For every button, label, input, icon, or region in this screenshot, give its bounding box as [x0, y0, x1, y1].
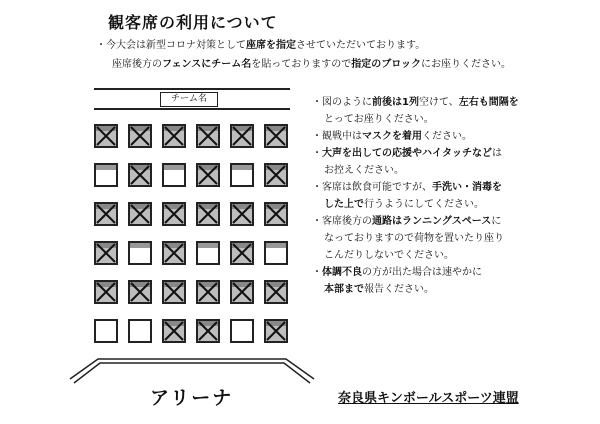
seat-blocked: [128, 124, 152, 148]
rule-text: 報告ください。: [364, 284, 434, 295]
cross-icon: [164, 321, 184, 341]
cross-icon: [130, 282, 150, 302]
cross-icon: [266, 165, 286, 185]
rule-item: [312, 179, 519, 213]
rule-text-bold: 手洗い・消毒を: [432, 182, 502, 193]
cross-icon: [198, 282, 218, 302]
cross-icon: [266, 204, 286, 224]
cross-icon: [130, 204, 150, 224]
seat-blocked: [196, 124, 220, 148]
rule-line: [312, 162, 519, 179]
rule-text: 空けて、: [418, 97, 459, 108]
rule-text: ・観戦中は: [312, 131, 362, 142]
rule-text: に: [491, 216, 502, 227]
seat-blocked: [162, 241, 186, 265]
cross-icon: [164, 243, 184, 263]
seat-blocked: [196, 319, 220, 343]
seat-blocked: [94, 124, 118, 148]
rule-text-bold: した上で: [324, 199, 364, 210]
rule-text-bold: 体調不良: [322, 267, 362, 278]
seat-blocked: [264, 280, 288, 304]
seat-blocked: [264, 319, 288, 343]
rule-line: [312, 111, 519, 128]
seat-blocked: [162, 202, 186, 226]
rule-text: こんだりしないでください。: [324, 250, 454, 261]
seat-blocked: [128, 280, 152, 304]
fence-line-bottom: [94, 108, 290, 110]
fence-line-top: [94, 88, 290, 90]
cross-icon: [130, 165, 150, 185]
seat-blocked: [230, 280, 254, 304]
seat-blocked: [230, 124, 254, 148]
rule-line: [312, 145, 519, 162]
rule-text: ・図のように: [312, 97, 372, 108]
rule-text: ・: [312, 267, 322, 278]
cross-icon: [164, 204, 184, 224]
rule-line: [312, 213, 519, 230]
rule-item: [312, 145, 519, 179]
cross-icon: [164, 282, 184, 302]
arena-edge-lines: [68, 355, 318, 385]
rule-text-bold: マスクを着用: [362, 131, 422, 142]
cross-icon: [232, 282, 252, 302]
rule-item: [312, 264, 519, 298]
arena-label: アリーナ: [150, 387, 234, 409]
seat-available: [128, 241, 152, 265]
seat-blocked: [196, 163, 220, 187]
rule-text-bold: 通路はランニングスペース: [372, 216, 492, 227]
cross-icon: [198, 126, 218, 146]
seat-blocked: [94, 241, 118, 265]
seat-blocked: [230, 241, 254, 265]
cross-icon: [198, 204, 218, 224]
team-name-sign: チーム名: [160, 92, 218, 107]
seat-blocked: [196, 202, 220, 226]
rule-text: とってお座りください。: [324, 114, 434, 125]
cross-icon: [232, 243, 252, 263]
cross-icon: [266, 321, 286, 341]
cross-icon: [96, 243, 116, 263]
cross-icon: [164, 126, 184, 146]
rule-line: [312, 94, 519, 111]
seat-blocked: [162, 124, 186, 148]
seat-available: [94, 163, 118, 187]
cross-icon: [266, 126, 286, 146]
cross-icon: [198, 165, 218, 185]
rule-line: [312, 196, 519, 213]
seat-available: [230, 163, 254, 187]
seat-blocked: [264, 202, 288, 226]
cross-icon: [198, 321, 218, 341]
page-title: 観客席の利用について: [108, 13, 278, 32]
cross-icon: [232, 204, 252, 224]
rule-line: [312, 247, 519, 264]
seat-available: [128, 319, 152, 343]
intro-line-2: 座席後方のフェンスにチーム名を貼っておりますので指定のブロックにお座りください。: [112, 59, 512, 70]
seat-blocked: [264, 124, 288, 148]
seat-blocked: [162, 280, 186, 304]
seat-blocked: [264, 163, 288, 187]
seat-blocked: [94, 280, 118, 304]
intro-line-1: ・今大会は新型コロナ対策として座席を指定させていただいております。: [96, 40, 426, 51]
seat-blocked: [162, 319, 186, 343]
rule-text: なっておりますので荷物を置いたり座り: [324, 233, 504, 244]
seat-available: [94, 319, 118, 343]
rule-line: [312, 264, 519, 281]
rule-item: [312, 128, 519, 145]
seat-available: [230, 319, 254, 343]
cross-icon: [130, 126, 150, 146]
cross-icon: [96, 204, 116, 224]
rule-text-bold: 前後は1列: [372, 97, 419, 108]
cross-icon: [96, 282, 116, 302]
rule-item: [312, 94, 519, 128]
rule-text: ・客席後方の: [312, 216, 372, 227]
seat-available: [196, 241, 220, 265]
rule-text: 行うようにしてください。: [364, 199, 484, 210]
seat-blocked: [128, 163, 152, 187]
rules-list: [312, 94, 519, 298]
seat-available: [162, 163, 186, 187]
rule-line: [312, 179, 519, 196]
rule-text: ・: [312, 148, 322, 159]
rule-line: [312, 230, 519, 247]
rule-text-bold: 大声を出しての応援やハイタッチなど: [322, 148, 492, 159]
rule-text-bold: 左右も間隔を: [458, 97, 519, 108]
seat-blocked: [94, 202, 118, 226]
seat-blocked: [196, 280, 220, 304]
rule-text-bold: 本部まで: [324, 284, 364, 295]
seat-blocked: [230, 202, 254, 226]
rule-line: [312, 281, 519, 298]
cross-icon: [96, 126, 116, 146]
seat-blocked: [128, 202, 152, 226]
cross-icon: [232, 126, 252, 146]
cross-icon: [266, 282, 286, 302]
rule-text: は: [492, 148, 502, 159]
rule-item: [312, 213, 519, 264]
rule-text: ください。: [422, 131, 472, 142]
rule-text: ・客席は飲食可能ですが、: [312, 182, 432, 193]
organization-name: 奈良県キンボールスポーツ連盟: [338, 391, 519, 406]
seat-available: [264, 241, 288, 265]
rule-text: お控えください。: [324, 165, 404, 176]
rule-text: の方が出た場合は速やかに: [362, 267, 482, 278]
rule-line: [312, 128, 519, 145]
